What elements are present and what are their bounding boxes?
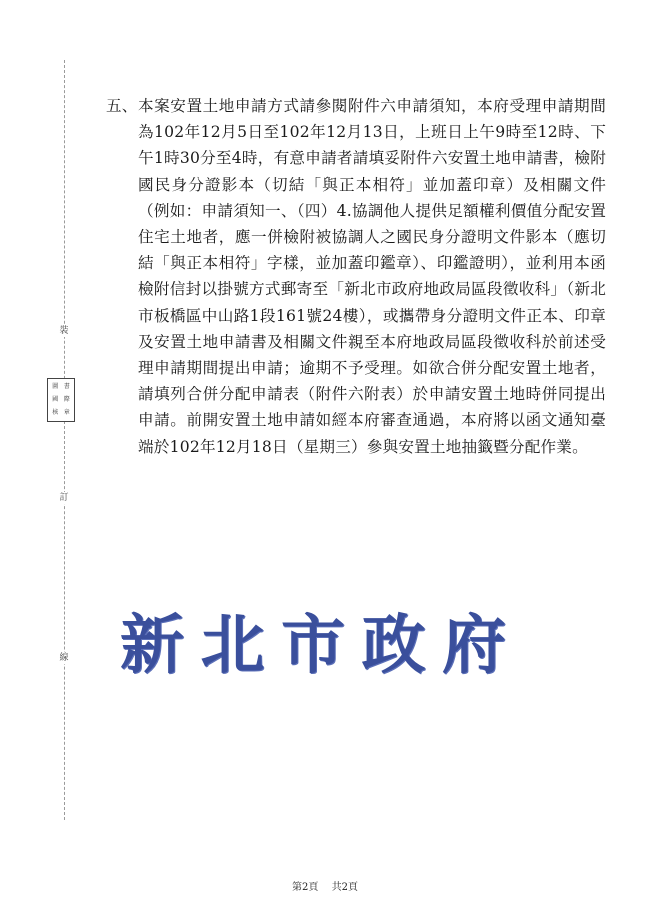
seal-char: 際 bbox=[63, 396, 70, 403]
seal-char: 章 bbox=[63, 409, 70, 416]
item-marker: 五、 bbox=[106, 97, 138, 115]
stamp-char: 新 bbox=[120, 609, 188, 683]
page-number: 第2頁 bbox=[292, 882, 319, 893]
seal-char: 書 bbox=[63, 383, 70, 390]
government-stamp bbox=[120, 598, 510, 682]
seal-char: 國 bbox=[52, 396, 59, 403]
stamp-char: 市 bbox=[281, 609, 349, 683]
page-total: 共2頁 bbox=[331, 882, 358, 893]
item-paragraph: 本案安置土地申請方式請參閱附件六申請須知，本府受理申請期間為102年12月5日至102年12月13日，上班日上午9時至12時、下午1時30分至4時，有意申請者請填妥附件六安置土地申請書，檢附國民身分證影本（切結「與正本相符」並加蓋印章）及相關文件（例如：申請須知一、（四）4.協調他人提供足額權利價值分配安置住宅土地者，應一併檢附被協調人之國民身分證明文件影本（應切結「與正本相符」字樣，並加蓋印鑑章）、印鑑證明），並利用本函檢附信封以掛號方式郵寄至「新北市政府地政局區段徵收科」（新北市板橋區中山路1段161號24樓），或攜帶身分證明文件正本、印章及安置土地申請書及相關文件親至本府地政局區段徵收科於前述受理申請期間提出申請；逾期不予受理。如欲合併分配安置土地者，請填列合併分配申請表（附件六附表）於申請安置土地時併同提出申請。前開安置土地申請如經本府審查通過，本府將以函文通知臺端於102年12月18日（星期三）參與安置土地抽籤暨分配作業。 bbox=[138, 97, 606, 456]
document-body bbox=[106, 93, 606, 460]
binding-char-ding: 訂 bbox=[59, 493, 69, 503]
binding-char-xian: 線 bbox=[59, 653, 69, 663]
seal-char: 圖 bbox=[52, 383, 59, 390]
page-footer bbox=[0, 878, 650, 893]
binding-char-zhuang: 裝 bbox=[59, 326, 69, 336]
stamp-char: 政 bbox=[361, 609, 430, 683]
stamp-char: 北 bbox=[200, 609, 269, 683]
binding-line bbox=[64, 60, 65, 820]
stamp-char: 府 bbox=[442, 609, 510, 683]
margin-seal bbox=[47, 378, 75, 422]
seal-char: 核 bbox=[52, 409, 59, 416]
list-item bbox=[106, 93, 606, 460]
